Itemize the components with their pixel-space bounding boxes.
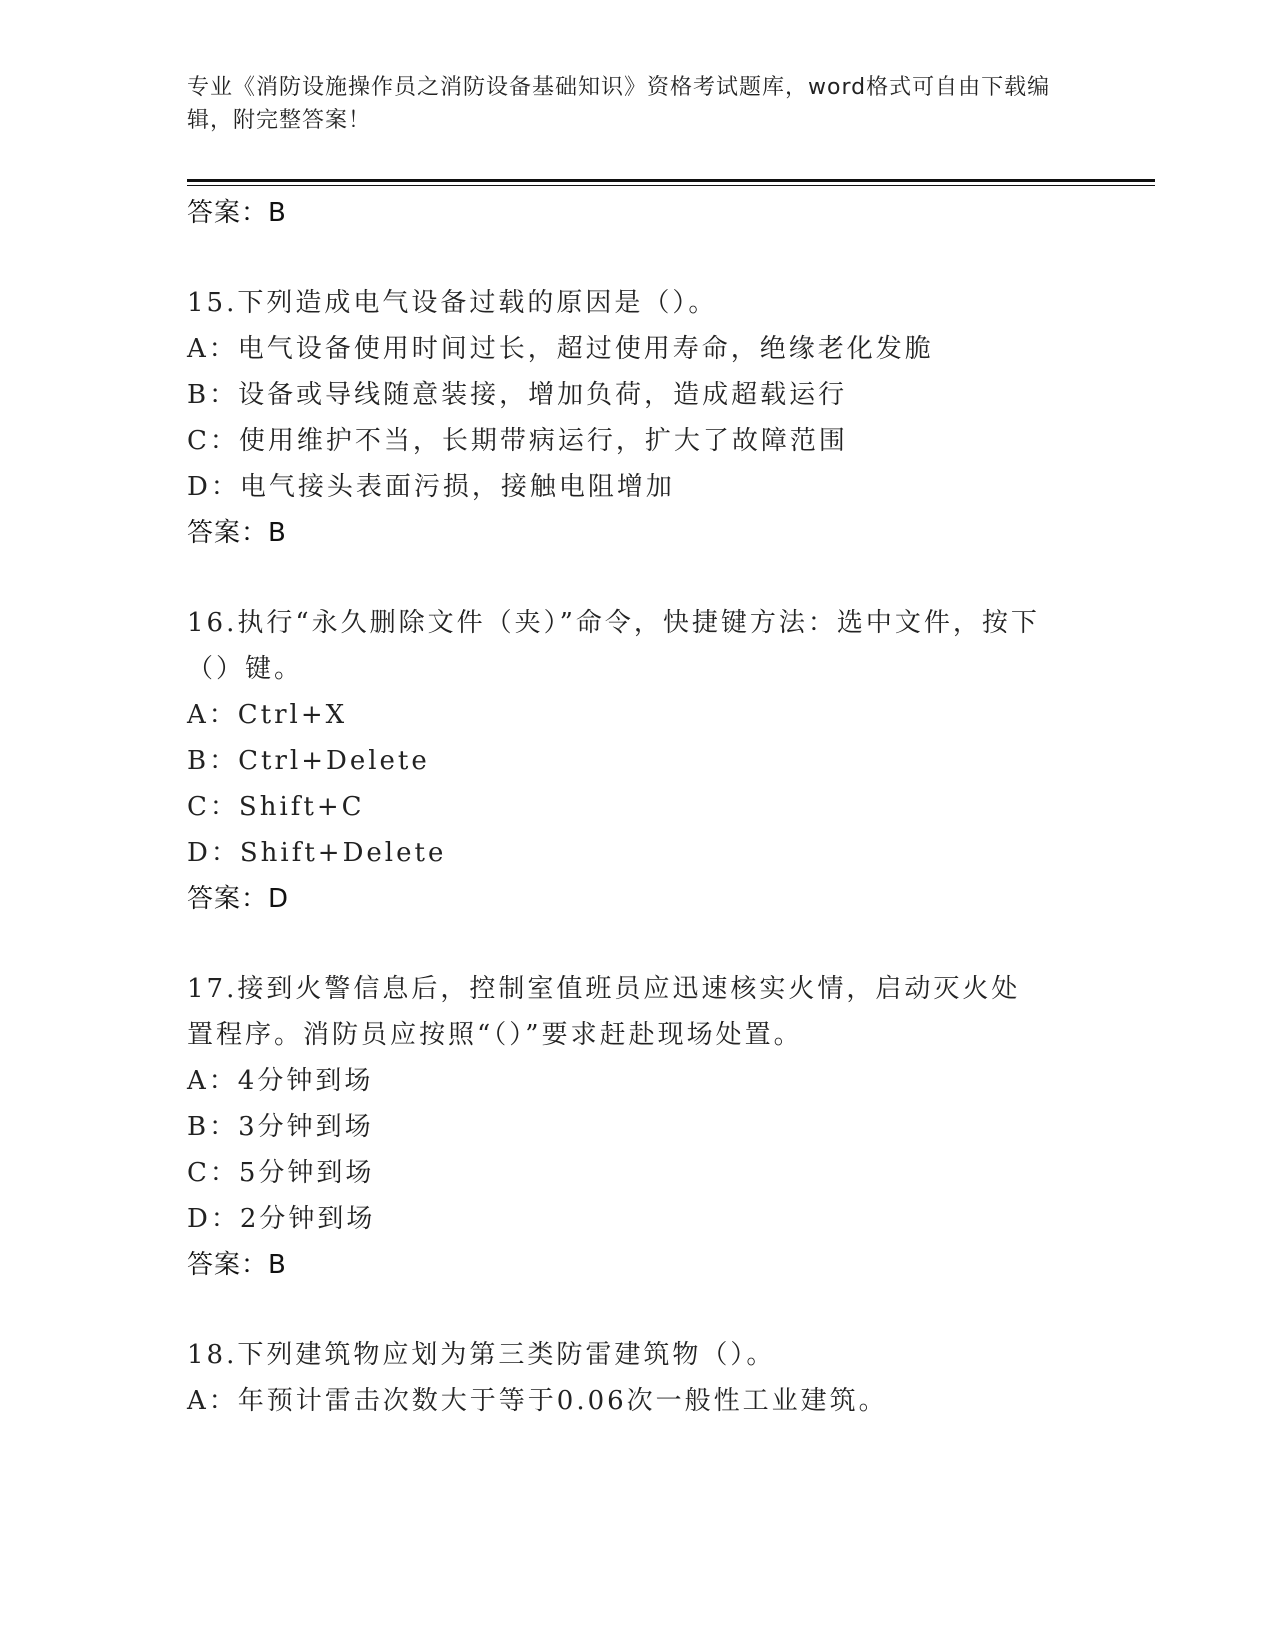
header-rule-thin [187,185,1155,186]
option-c: C：Shift+C [187,792,365,822]
option-d: D：Shift+Delete [187,838,447,868]
option-d: D：电气接头表面污损，接触电阻增加 [187,472,675,502]
answer-line: 答案：B [187,198,287,228]
answer-line: 答案：B [187,518,287,548]
option-b: B：3分钟到场 [187,1112,374,1142]
option-a: A：4分钟到场 [187,1066,374,1096]
option-b: B：设备或导线随意装接，增加负荷，造成超载运行 [187,380,848,410]
answer-line: 答案：B [187,1250,287,1280]
question-stem: 18.下列建筑物应划为第三类防雷建筑物（）。 [187,1340,776,1370]
question-content [187,190,1087,1424]
question-18 [187,1332,1087,1424]
question-16 [187,600,1087,922]
question-15 [187,280,1087,556]
question-17 [187,966,1087,1288]
question-stem: 17.接到火警信息后，控制室值班员应迅速核实火情，启动灭火处置程序。消防员应按照“（）”要求赶赴现场处置。 [187,974,1021,1050]
answer-line: 答案：D [187,884,290,914]
option-b: B：Ctrl+Delete [187,746,430,776]
option-c: C：5分钟到场 [187,1158,375,1188]
question-stem: 16.执行“永久删除文件（夹）”命令，快捷键方法：选中文件，按下（）键。 [187,608,1040,684]
option-d: D：2分钟到场 [187,1204,376,1234]
header-rule-thick [187,179,1155,182]
option-a: A：年预计雷击次数大于等于0.06次一般性工业建筑。 [187,1386,888,1416]
option-a: A：电气设备使用时间过长，超过使用寿命，绝缘老化发脆 [187,334,934,364]
option-a: A：Ctrl+X [187,700,348,730]
question-stem: 15.下列造成电气设备过载的原因是（）。 [187,288,718,318]
document-header: 专业《消防设施操作员之消防设备基础知识》资格考试题库，word格式可自由下载编辑，附完整答案！ [187,75,1051,133]
option-c: C：使用维护不当，长期带病运行，扩大了故障范围 [187,426,848,456]
